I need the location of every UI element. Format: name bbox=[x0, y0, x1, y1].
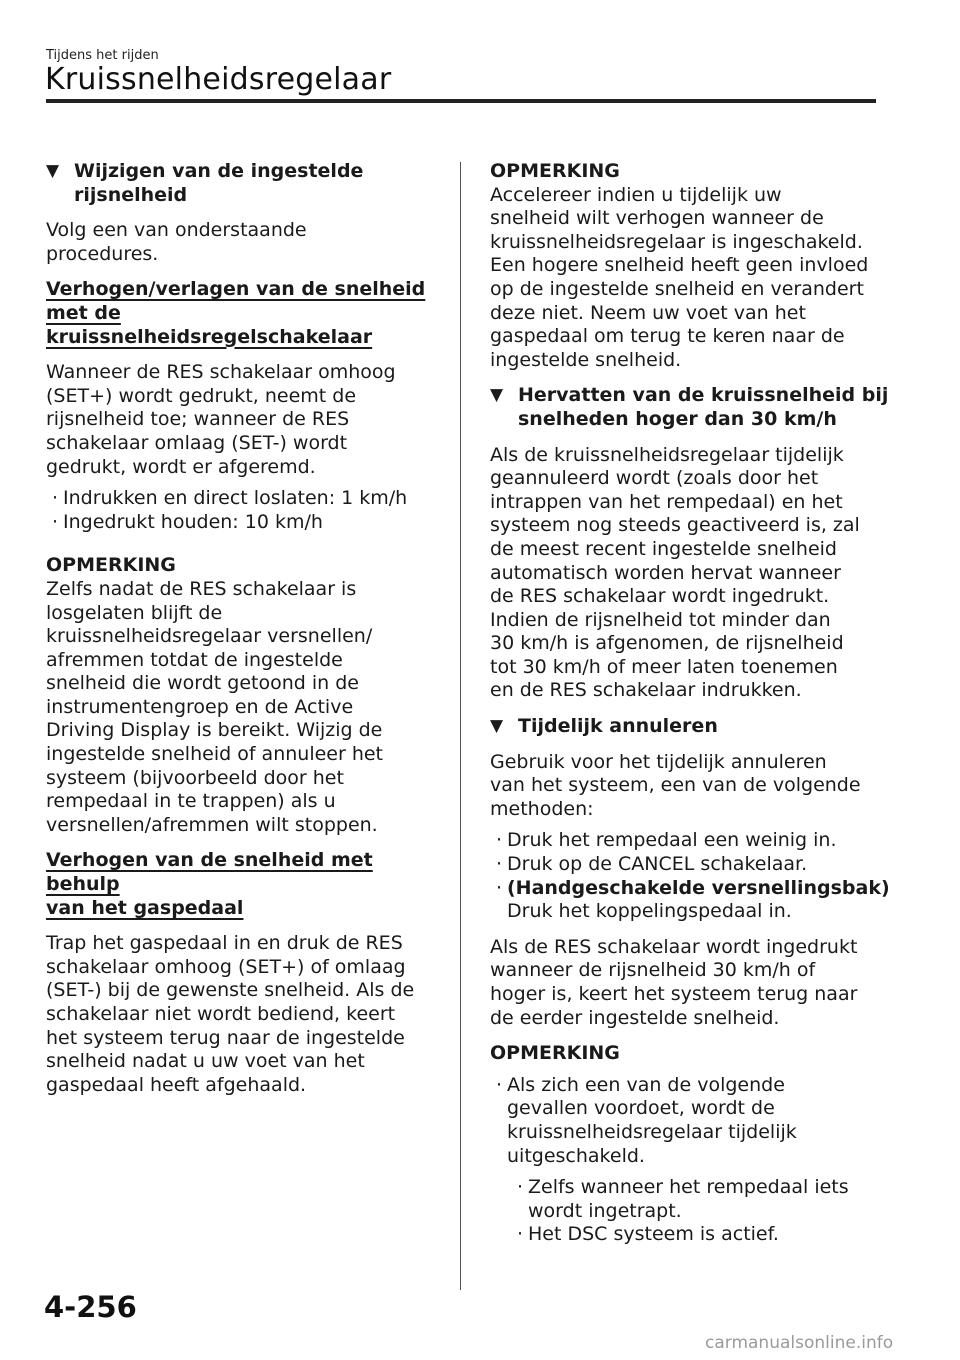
cancel-paragraph: Gebruik voor het tijdelijk annuleren van het systeem, een van de volgende methoden: bbox=[490, 750, 861, 820]
heading-change-speed: ▼ Wijzigen van de ingestelde rijsnelheid bbox=[46, 160, 364, 206]
note-label: OPMERKING bbox=[490, 1042, 620, 1065]
page-title: Kruissnelheidsregelaar bbox=[45, 62, 392, 97]
triangle-down-icon: ▼ bbox=[490, 385, 504, 406]
list-item: · Indrukken en direct loslaten: 1 km/h bbox=[52, 487, 408, 510]
list-item: · Druk op de CANCEL schakelaar. bbox=[496, 853, 808, 876]
subheading-switch: Verhogen/verlagen van de snelheid met de kruissnelheidsregelschakelaar bbox=[46, 278, 426, 348]
subheading-accelerator: Verhogen van de snelheid met behulp van het gaspedaal bbox=[46, 849, 373, 919]
left-column bbox=[46, 160, 436, 1097]
heading-resume: ▼ Hervatten van de kruissnelheid bij snelheden hoger dan 30 km/h bbox=[490, 384, 889, 430]
right-column bbox=[490, 160, 890, 1247]
intro-paragraph: Volg een van onderstaande procedures. bbox=[46, 219, 307, 265]
note-label: OPMERKING bbox=[490, 160, 620, 182]
page-number: 4-256 bbox=[44, 1290, 137, 1324]
list-item: · Als zich een van de volgende gevallen voordoet, wordt de kruissnelheidsregelaar tijdelijk uitgeschakeld. bbox=[496, 1073, 797, 1167]
list-item: · Druk het rempedaal een weinig in. bbox=[496, 829, 837, 852]
triangle-down-icon: ▼ bbox=[46, 161, 60, 181]
list-item: · (Handgeschakelde versnellingsbak) Druk het koppelingspedaal in. bbox=[496, 876, 890, 923]
section-label: Tijdens het rijden bbox=[46, 48, 159, 63]
res-paragraph: Als de RES schakelaar wordt ingedrukt wanneer de rijsnelheid 30 km/h of hoger is, keert het systeem terug naar de eerder ingestelde snelheid. bbox=[490, 935, 858, 1029]
sub-list-item: · Het DSC systeem is actief. bbox=[517, 1223, 779, 1246]
note-label: OPMERKING bbox=[46, 554, 176, 577]
note-paragraph: Zelfs nadat de RES schakelaar is losgelaten blijft de kruissnelheidsregelaar versnellen/ afremmen totdat de ingestelde snelheid die wordt getoond in de instrumentengroep en de Active Driving Display is bereikt. Wijzig de ingestelde snelheid of annuleer het systeem (bijvoorbeeld door het rempedaal in te trappen) als u versnellen/afremmen wilt stoppen. bbox=[46, 577, 384, 836]
switch-paragraph: Wanneer de RES schakelaar omhoog (SET+) wordt gedrukt, neemt de rijsnelheid toe; wanneer de RES schakelaar omlaag (SET-) wordt gedrukt, wordt er afgeremd. bbox=[46, 361, 396, 478]
resume-paragraph: Als de kruissnelheidsregelaar tijdelijk geannuleerd wordt (zoals door het intrappen van het rempedaal) en het systeem nog steeds geactiveerd is, zal de meest recent ingestelde snelheid automatisch worden hervat wanneer de RES schakelaar wordt ingedrukt. Indien de rijsnelheid tot minder dan 30 km/h is afgenomen, de rijsnelheid tot 30 km/h of meer laten toenemen en de RES schakelaar indrukken. bbox=[490, 443, 860, 702]
list-item: · Ingedrukt houden: 10 km/h bbox=[52, 510, 323, 533]
accelerator-paragraph: Trap het gaspedaal in en druk de RES schakelaar omhoog (SET+) of omlaag (SET-) bij de gewenste snelheid. Als de schakelaar niet wordt bediend, keert het systeem terug naar de ingestelde snelheid nadat u uw voet van het gaspedaal heeft afgehaald. bbox=[46, 932, 415, 1096]
sub-list-item: · Zelfs wanneer het rempedaal iets wordt ingetrapt. bbox=[517, 1176, 849, 1222]
note-paragraph: Accelereer indien u tijdelijk uw snelheid wilt verhogen wanneer de kruissnelheidsregelaar is ingeschakeld. Een hogere snelheid heeft geen invloed op de ingestelde snelheid en verandert deze niet. Neem uw voet van het gaspedaal om terug te keren naar de ingestelde snelheid. bbox=[490, 183, 869, 371]
triangle-down-icon: ▼ bbox=[490, 716, 504, 737]
watermark: carmanualsonline.info bbox=[705, 1333, 894, 1353]
heading-cancel: ▼ Tijdelijk annuleren bbox=[490, 715, 718, 738]
header-rule bbox=[46, 99, 876, 103]
column-divider bbox=[460, 162, 461, 1290]
